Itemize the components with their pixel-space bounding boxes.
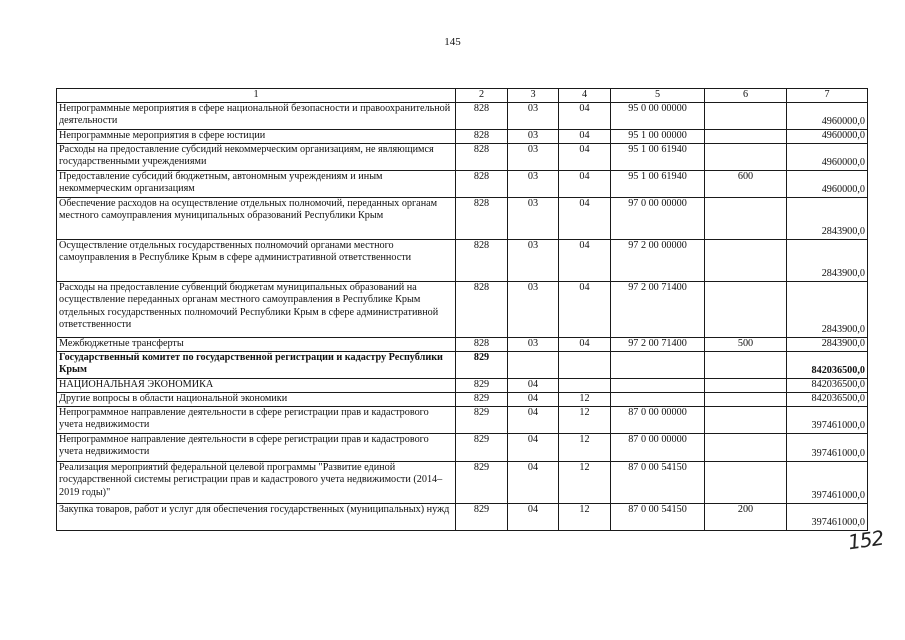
row-code-type: 200 [705,503,787,530]
row-amount: 397461000,0 [787,406,868,433]
row-amount: 842036500,0 [787,351,868,378]
row-description: Реализация мероприятий федеральной целевой программы "Развитие единой государственной системы регистрации прав и кадастрового учета недвижимости (2014–2019 годы)" [57,461,456,503]
row-code-admin: 829 [456,461,508,503]
row-code-target: 97 2 00 00000 [611,239,705,281]
row-code-target: 97 0 00 00000 [611,197,705,239]
column-header: 3 [508,89,559,103]
row-code-target [611,351,705,378]
row-code-section: 03 [508,102,559,129]
row-amount: 842036500,0 [787,392,868,406]
row-code-subsection: 04 [559,143,611,170]
row-code-target: 87 0 00 00000 [611,433,705,461]
column-header: 4 [559,89,611,103]
row-code-admin: 828 [456,170,508,197]
row-code-section: 04 [508,392,559,406]
row-description: Предоставление субсидий бюджетным, автономным учреждениям и иным некоммерческим организациям [57,170,456,197]
row-code-target: 87 0 00 00000 [611,406,705,433]
row-code-section: 03 [508,281,559,337]
row-description: Непрограммное направление деятельности в сфере регистрации прав и кадастрового учета недвижимости [57,433,456,461]
row-amount: 2843900,0 [787,281,868,337]
row-code-section: 04 [508,406,559,433]
row-code-type [705,197,787,239]
row-code-target: 95 1 00 61940 [611,143,705,170]
table-row [57,461,868,503]
page-number: 145 [444,36,461,48]
row-description: Другие вопросы в области национальной экономики [57,392,456,406]
row-description: Межбюджетные трансферты [57,337,456,351]
row-code-target: 87 0 00 54150 [611,503,705,530]
row-code-target: 87 0 00 54150 [611,461,705,503]
column-header: 2 [456,89,508,103]
column-header: 1 [57,89,456,103]
row-code-target: 97 2 00 71400 [611,337,705,351]
table-row [57,433,868,461]
table-row [57,143,868,170]
column-header: 7 [787,89,868,103]
row-code-subsection: 04 [559,337,611,351]
row-code-subsection: 12 [559,433,611,461]
table-row [57,337,868,351]
row-amount: 2843900,0 [787,239,868,281]
row-code-type [705,406,787,433]
row-amount: 2843900,0 [787,197,868,239]
row-code-target: 95 1 00 00000 [611,129,705,143]
row-code-admin: 828 [456,281,508,337]
row-code-admin: 829 [456,406,508,433]
row-description: Расходы на предоставление субвенций бюджетам муниципальных образований на осуществление переданных органам местного самоуправления в Республике Крым отдельных государственных полномочий Республики Крым в сфере административной ответственности [57,281,456,337]
row-code-admin: 828 [456,102,508,129]
column-header: 5 [611,89,705,103]
row-code-admin: 829 [456,351,508,378]
row-code-target: 97 2 00 71400 [611,281,705,337]
row-code-admin: 829 [456,433,508,461]
row-code-type [705,378,787,392]
row-amount: 397461000,0 [787,433,868,461]
table-header-row [57,89,868,103]
row-code-type [705,281,787,337]
row-code-type [705,239,787,281]
row-code-subsection: 04 [559,197,611,239]
row-code-target [611,378,705,392]
table-row [57,129,868,143]
row-code-section: 03 [508,239,559,281]
row-amount: 842036500,0 [787,378,868,392]
table-row [57,392,868,406]
row-description: Осуществление отдельных государственных полномочий органами местного самоуправления в Республике Крым в сфере административной ответственности [57,239,456,281]
row-code-subsection: 12 [559,406,611,433]
row-description: Государственный комитет по государственной регистрации и кадастру Республики Крым [57,351,456,378]
row-description: Непрограммные мероприятия в сфере юстиции [57,129,456,143]
row-amount: 397461000,0 [787,461,868,503]
row-description: Расходы на предоставление субсидий некоммерческим организациям, не являющимся государственными учреждениями [57,143,456,170]
row-code-section [508,351,559,378]
row-code-section: 03 [508,197,559,239]
row-code-type [705,433,787,461]
row-code-admin: 828 [456,337,508,351]
row-code-section: 03 [508,337,559,351]
row-code-subsection: 12 [559,461,611,503]
row-description: Закупка товаров, работ и услуг для обеспечения государственных (муниципальных) нужд [57,503,456,530]
row-code-type [705,143,787,170]
row-amount: 4960000,0 [787,170,868,197]
row-amount: 2843900,0 [787,337,868,351]
row-description: Обеспечение расходов на осуществление отдельных полномочий, переданных органам местного самоуправления муниципальных образований Республики Крым [57,197,456,239]
row-code-section: 03 [508,170,559,197]
table-row [57,102,868,129]
row-code-type [705,102,787,129]
row-code-admin: 828 [456,239,508,281]
row-code-admin: 828 [456,143,508,170]
handwritten-page-mark: 152 [846,525,885,555]
row-code-subsection: 04 [559,170,611,197]
row-amount: 397461000,0 [787,503,868,530]
table-row [57,503,868,530]
table-row [57,406,868,433]
row-code-section: 03 [508,143,559,170]
row-code-target: 95 0 00 00000 [611,102,705,129]
table-row [57,281,868,337]
row-code-subsection: 12 [559,503,611,530]
row-code-section: 04 [508,503,559,530]
row-code-subsection [559,351,611,378]
row-code-type [705,351,787,378]
row-code-subsection: 04 [559,102,611,129]
row-code-admin: 829 [456,503,508,530]
row-code-subsection [559,378,611,392]
table-row [57,197,868,239]
row-description: Непрограммное направление деятельности в сфере регистрации прав и кадастрового учета недвижимости [57,406,456,433]
row-code-type [705,392,787,406]
row-code-subsection: 04 [559,281,611,337]
table-row [57,239,868,281]
row-amount: 4960000,0 [787,143,868,170]
row-amount: 4960000,0 [787,129,868,143]
row-code-section: 03 [508,129,559,143]
row-code-admin: 829 [456,378,508,392]
row-code-section: 04 [508,433,559,461]
column-header: 6 [705,89,787,103]
row-code-admin: 828 [456,129,508,143]
row-code-subsection: 04 [559,239,611,281]
row-code-type: 600 [705,170,787,197]
row-code-target [611,392,705,406]
table-row [57,351,868,378]
row-code-subsection: 12 [559,392,611,406]
table-row [57,378,868,392]
row-code-subsection: 04 [559,129,611,143]
row-code-admin: 828 [456,197,508,239]
budget-table [56,88,868,531]
row-code-type [705,129,787,143]
row-code-admin: 829 [456,392,508,406]
row-code-target: 95 1 00 61940 [611,170,705,197]
row-code-section: 04 [508,461,559,503]
row-description: Непрограммные мероприятия в сфере национальной безопасности и правоохранительной деятельности [57,102,456,129]
row-code-type: 500 [705,337,787,351]
table-row [57,170,868,197]
row-amount: 4960000,0 [787,102,868,129]
row-code-type [705,461,787,503]
row-description: НАЦИОНАЛЬНАЯ ЭКОНОМИКА [57,378,456,392]
row-code-section: 04 [508,378,559,392]
